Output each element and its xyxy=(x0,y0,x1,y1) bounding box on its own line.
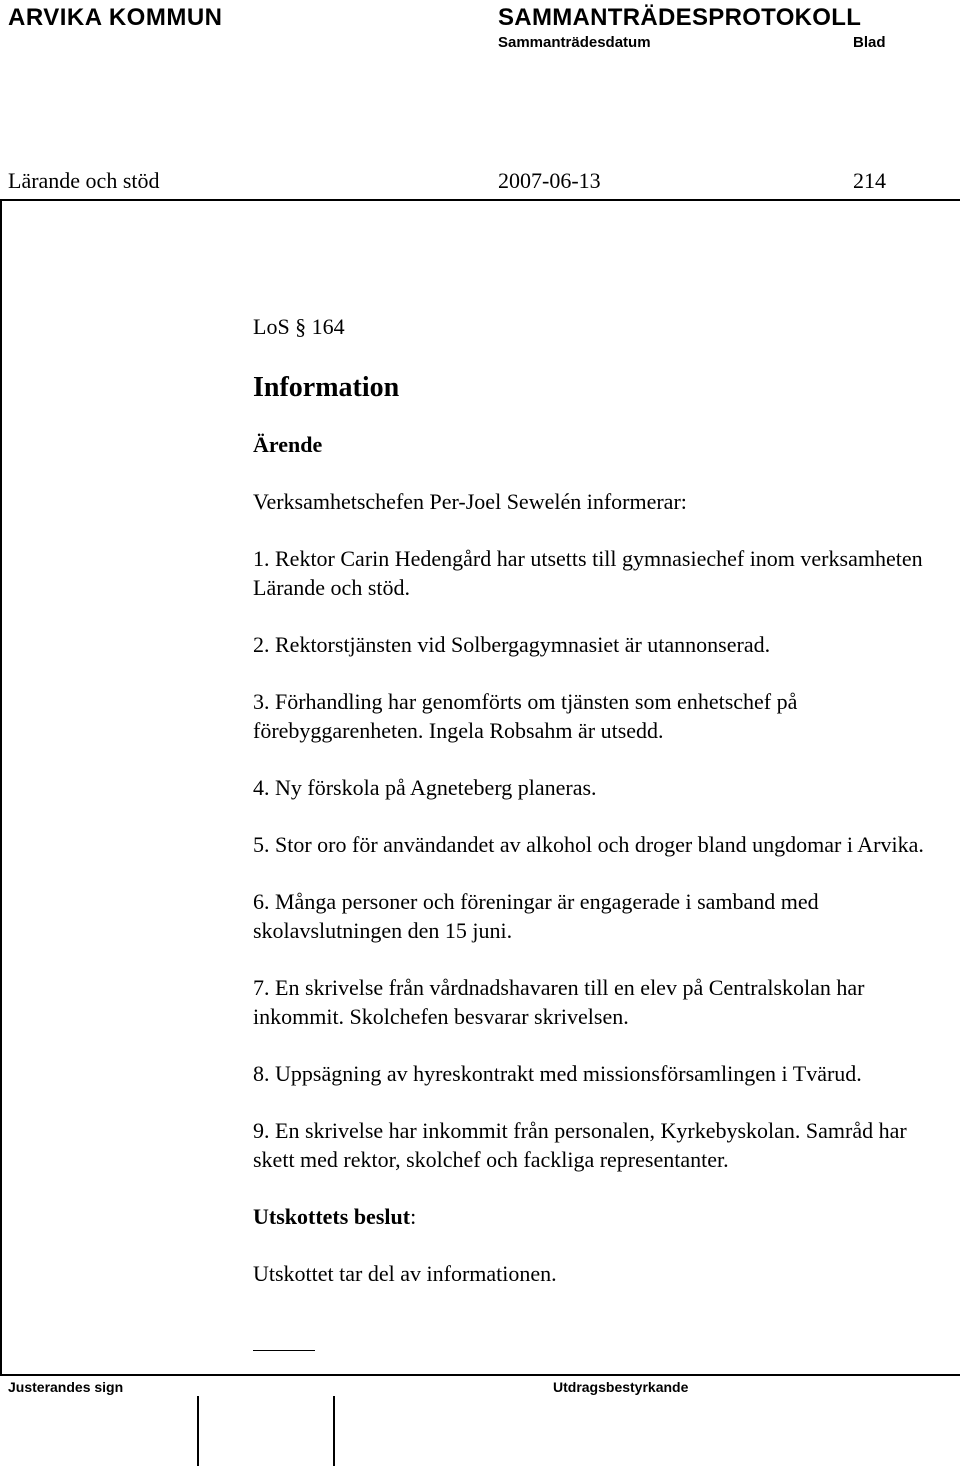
decision-heading xyxy=(253,1202,953,1231)
left-margin-rule xyxy=(0,199,2,1374)
organization-name: ARVIKA KOMMUN xyxy=(8,4,223,31)
list-item: 8. Uppsägning av hyreskontrakt med missionsförsamlingen i Tvärud. xyxy=(253,1061,862,1086)
page-label: Blad xyxy=(853,34,886,51)
meeting-date: 2007-06-13 xyxy=(498,168,601,193)
intro-text: Verksamhetschefen Per-Joel Sewelén informerar: xyxy=(253,489,687,514)
list-item: 1. Rektor Carin Hedengård har utsetts till gymnasiechef inom verksamheten Lärande och stöd. xyxy=(253,546,923,600)
header-divider xyxy=(0,199,960,201)
page-number: 214 xyxy=(853,168,886,193)
meeting-date-label: Sammanträdesdatum xyxy=(498,34,651,51)
footer-divider xyxy=(0,1374,960,1376)
decision-label: Utskottets beslut xyxy=(253,1204,411,1229)
document-type: SAMMANTRÄDESPROTOKOLL xyxy=(498,4,862,31)
section-subheading: Ärende xyxy=(253,432,323,457)
extract-certification-label: Utdragsbestyrkande xyxy=(553,1379,689,1395)
decision-text: Utskottet tar del av informationen. xyxy=(253,1261,557,1286)
signature-label: Justerandes sign xyxy=(8,1379,124,1395)
information-list xyxy=(253,544,953,1174)
list-item: 7. En skrivelse från vårdnadshavaren till en elev på Centralskolan har inkommit. Skolchefen besvarar skrivelsen. xyxy=(253,975,865,1029)
committee-name: Lärande och stöd xyxy=(8,168,160,193)
signature-box-divider xyxy=(197,1396,199,1466)
paragraph-reference: LoS § 164 xyxy=(253,314,345,339)
decision-colon: : xyxy=(410,1204,417,1229)
list-item: 4. Ny förskola på Agneteberg planeras. xyxy=(253,775,597,800)
list-item: 6. Många personer och föreningar är engagerade i samband med skolavslutningen den 15 juni. xyxy=(253,889,819,943)
list-item: 3. Förhandling har genomförts om tjänsten som enhetschef på förebyggarenheten. Ingela Robsahm är utsedd. xyxy=(253,689,798,743)
document-body xyxy=(253,312,953,1288)
signature-box-divider xyxy=(333,1396,335,1466)
end-rule xyxy=(253,1350,315,1351)
list-item: 9. En skrivelse har inkommit från personalen, Kyrkebyskolan. Samråd har skett med rektor, skolchef och fackliga representanter. xyxy=(253,1118,907,1172)
list-item: 5. Stor oro för användandet av alkohol och droger bland ungdomar i Arvika. xyxy=(253,832,924,857)
section-title: Information xyxy=(253,372,400,403)
list-item: 2. Rektorstjänsten vid Solbergagymnasiet är utannonserad. xyxy=(253,632,771,657)
